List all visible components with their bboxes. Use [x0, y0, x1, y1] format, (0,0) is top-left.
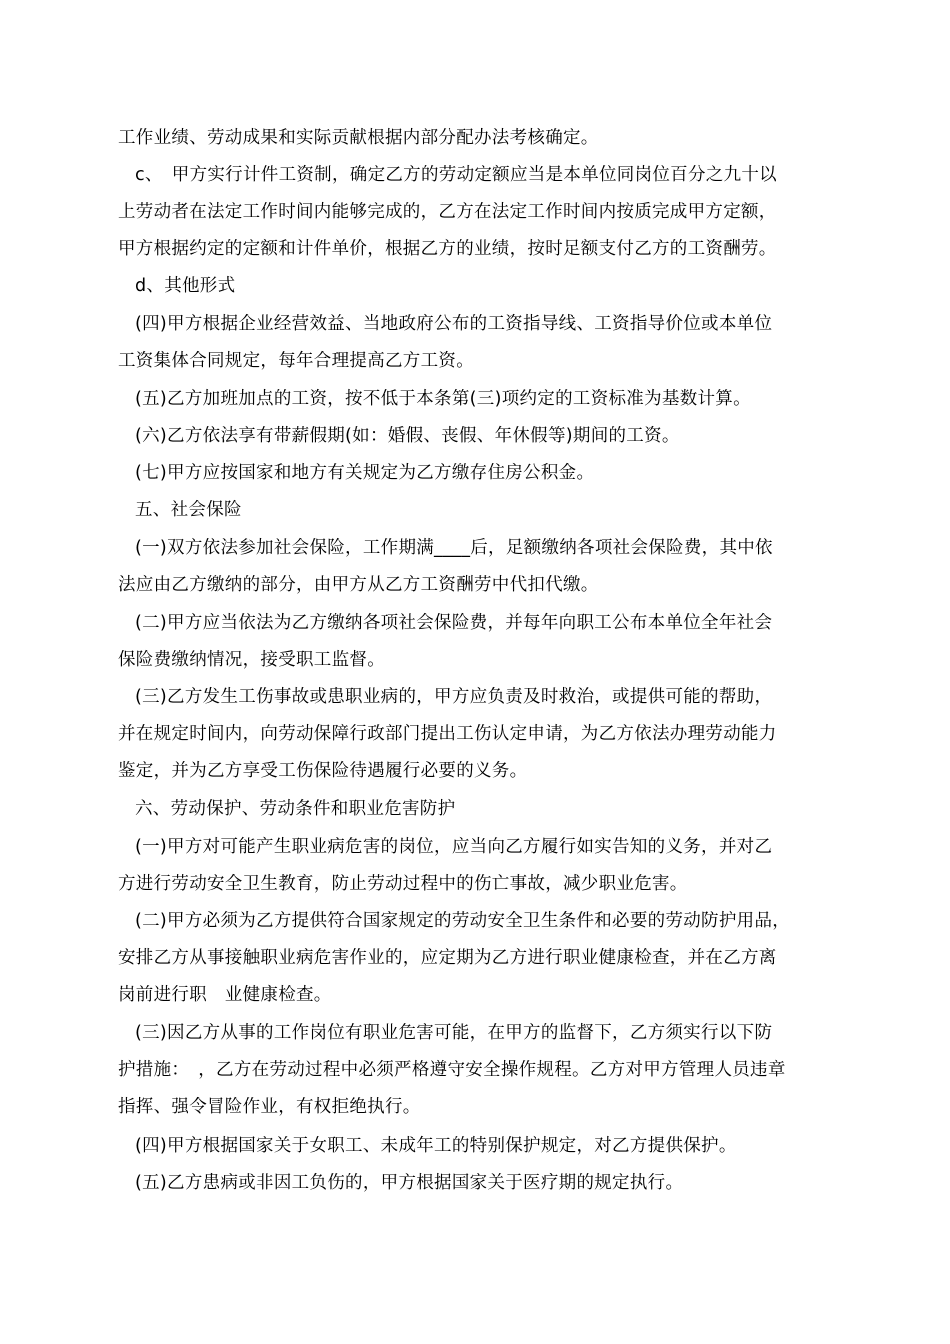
- section-heading: [0, 492, 950, 529]
- text-line: (六)乙方依法享有带薪假期(如：婚假、丧假、年休假等)期间的工资。: [135, 426, 680, 446]
- text-line: (二)甲方应当依法为乙方缴纳各项社会保险费，并每年向职工公布本单位全年社会: [135, 613, 773, 633]
- text-line: 护措施： ，乙方在劳动过程中必须严格遵守安全操作规程。乙方对甲方管理人员违章: [118, 1060, 786, 1080]
- paragraph: [0, 605, 950, 679]
- text-line: c、 甲方实行计件工资制，确定乙方的劳动定额应当是本单位同岗位百分之九十以: [135, 165, 777, 185]
- text-line: 法应由乙方缴纳的部分，由甲方从乙方工资酬劳中代扣代缴。: [118, 575, 599, 595]
- section-heading: [0, 791, 950, 828]
- text-line: (二)甲方必须为乙方提供符合国家规定的劳动安全卫生条件和必要的劳动防护用品，: [135, 911, 791, 931]
- text-line: 工作业绩、劳动成果和实际贡献根据内部分配办法考核确定。: [118, 128, 599, 148]
- text-line: (一)双方依法参加社会保险，工作期满____后，足额缴纳各项社会保险费，其中依: [135, 538, 773, 558]
- paragraph: [0, 306, 950, 380]
- paragraph: [0, 679, 950, 790]
- text-line: 甲方根据约定的定额和计件单价，根据乙方的业绩，按时足额支付乙方的工资酬劳。: [118, 239, 777, 259]
- text-line: (四)甲方根据国家关于女职工、未成年工的特别保护规定，对乙方提供保护。: [135, 1136, 737, 1156]
- paragraph: [0, 381, 950, 418]
- text-line: 并在规定时间内，向劳动保障行政部门提出工伤认定申请，为乙方依法办理劳动能力: [118, 724, 777, 744]
- paragraph: [0, 418, 950, 455]
- paragraph: [0, 1015, 950, 1126]
- paragraph: [0, 157, 950, 268]
- text-line: 岗前进行职 业健康检查。: [118, 985, 332, 1005]
- text-line: d、其他形式: [135, 276, 236, 296]
- paragraph: [0, 120, 950, 157]
- text-line: (四)甲方根据企业经营效益、当地政府公布的工资指导线、工资指导价位或本单位: [135, 314, 773, 334]
- text-line: 方进行劳动安全卫生教育，防止劳动过程中的伤亡事故，减少职业危害。: [118, 874, 688, 894]
- text-line: 指挥、强令冒险作业，有权拒绝执行。: [118, 1097, 421, 1117]
- text-line: 上劳动者在法定工作时间内能够完成的，乙方在法定工作时间内按质完成甲方定额，: [118, 202, 777, 222]
- text-line: (五)乙方患病或非因工负伤的，甲方根据国家关于医疗期的规定执行。: [135, 1173, 684, 1193]
- paragraph: [0, 268, 950, 305]
- text-line: (三)因乙方从事的工作岗位有职业危害可能，在甲方的监督下，乙方须实行以下防: [135, 1023, 773, 1043]
- paragraph: [0, 903, 950, 1014]
- text-line: 保险费缴纳情况，接受职工监督。: [118, 650, 385, 670]
- text-line: 五、社会保险: [135, 500, 242, 520]
- text-line: 六、劳动保护、劳动条件和职业危害防护: [135, 799, 456, 819]
- text-line: 安排乙方从事接触职业病危害作业的，应定期为乙方进行职业健康检查，并在乙方离: [118, 948, 777, 968]
- paragraph: [0, 455, 950, 492]
- text-line: (三)乙方发生工伤事故或患职业病的，甲方应负责及时救治，或提供可能的帮助，: [135, 687, 773, 707]
- text-line: 鉴定，并为乙方享受工伤保险待遇履行必要的义务。: [118, 761, 528, 781]
- text-line: (五)乙方加班加点的工资，按不低于本条第(三)项约定的工资标准为基数计算。: [135, 389, 751, 409]
- text-line: (一)甲方对可能产生职业病危害的岗位，应当向乙方履行如实告知的义务，并对乙: [135, 837, 773, 857]
- paragraph: [0, 530, 950, 604]
- paragraph: [0, 1165, 950, 1202]
- paragraph: [0, 1128, 950, 1165]
- paragraph: [0, 829, 950, 903]
- text-line: (七)甲方应按国家和地方有关规定为乙方缴存住房公积金。: [135, 463, 595, 483]
- text-line: 工资集体合同规定，每年合理提高乙方工资。: [118, 351, 474, 371]
